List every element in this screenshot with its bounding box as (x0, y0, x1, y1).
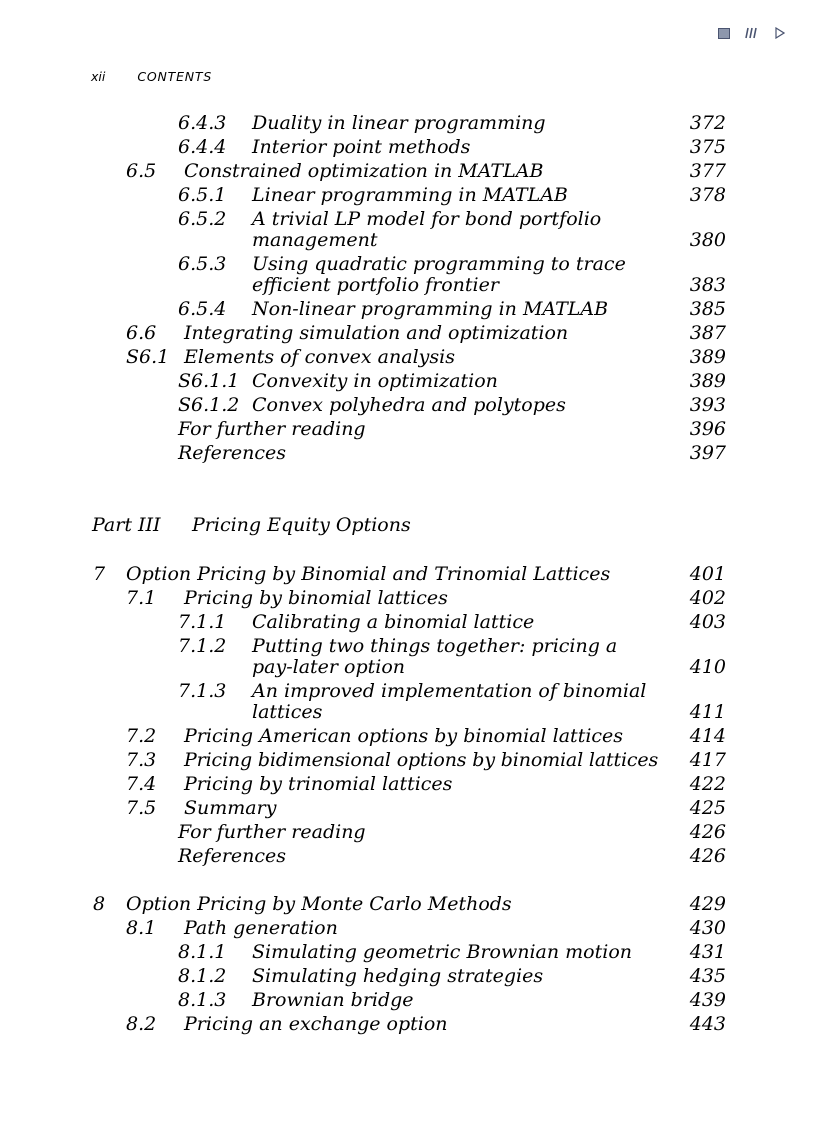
entry-title: Putting two things together: pricing a (252, 635, 618, 657)
header-page-number: xii (91, 69, 106, 84)
entry-title: For further reading (178, 418, 366, 440)
entry-page: 426 (689, 821, 726, 843)
entry-number: S6.1 (126, 346, 170, 368)
entry-number: 8.1 (126, 917, 157, 939)
entry-page: 417 (689, 749, 726, 771)
part-number: Part III (92, 514, 161, 536)
chapter-title: Option Pricing by Monte Carlo Methods (126, 893, 512, 915)
entry-title: Interior point methods (252, 136, 471, 158)
chapter-number: 8 (93, 893, 106, 915)
part-title: Pricing Equity Options (192, 514, 411, 536)
entry-title: Integrating simulation and optimization (184, 322, 569, 344)
entry-number: 7.1.3 (178, 680, 227, 702)
entry-title: An improved implementation of binomial (252, 680, 647, 702)
entry-title: Pricing bidimensional options by binomial lattices (184, 749, 659, 771)
entry-title: Path generation (184, 917, 338, 939)
entry-page: 389 (689, 346, 726, 368)
entry-page: 385 (689, 298, 726, 320)
entry-number: 7.2 (126, 725, 157, 747)
entry-title: Pricing by binomial lattices (184, 587, 448, 609)
entry-number: 6.4.4 (178, 136, 227, 158)
entry-page: 430 (689, 917, 726, 939)
entry-title: References (178, 845, 287, 867)
entry-title: Simulating geometric Brownian motion (252, 941, 632, 963)
header-title: CONTENTS (137, 69, 213, 84)
entry-title: Summary (184, 797, 277, 819)
entry-number: 8.1.1 (178, 941, 227, 963)
entry-number: S6.1.2 (178, 394, 240, 416)
entry-title: Simulating hedging strategies (252, 965, 544, 987)
chapter-title: Option Pricing by Binomial and Trinomial Lattices (126, 563, 611, 585)
entry-page: 402 (689, 587, 726, 609)
entry-number: 7.5 (126, 797, 157, 819)
entry-number: 7.1.2 (178, 635, 227, 657)
entry-title: Using quadratic programming to trace (252, 253, 626, 275)
entry-page: 439 (689, 989, 726, 1011)
entry-title: References (178, 442, 287, 464)
entry-title: Linear programming in MATLAB (252, 184, 568, 206)
entry-title: Convex polyhedra and polytopes (252, 394, 566, 416)
entry-number: 6.6 (126, 322, 157, 344)
entry-page: 389 (689, 370, 726, 392)
entry-page: 401 (689, 563, 726, 585)
entry-page: 435 (689, 965, 726, 987)
entry-page: 410 (689, 656, 726, 678)
entry-number: 6.5.2 (178, 208, 227, 230)
entry-title: A trivial LP model for bond portfolio (252, 208, 602, 230)
entry-number: 6.5.4 (178, 298, 227, 320)
entry-page: 425 (689, 797, 726, 819)
entry-number: 8.1.3 (178, 989, 227, 1011)
entry-number: 6.5.3 (178, 253, 227, 275)
entry-page: 414 (689, 725, 726, 747)
entry-title-continued: management (252, 229, 378, 251)
entry-number: 7.4 (126, 773, 157, 795)
entry-number: 8.1.2 (178, 965, 227, 987)
entry-page: 372 (689, 112, 726, 134)
entry-page: 397 (689, 442, 726, 464)
entry-page: 426 (689, 845, 726, 867)
entry-title-continued: lattices (252, 701, 323, 723)
entry-page: 431 (689, 941, 726, 963)
entry-title: Calibrating a binomial lattice (252, 611, 535, 633)
entry-title: Constrained optimization in MATLAB (184, 160, 544, 182)
entry-number: 8.2 (126, 1013, 157, 1035)
entry-number: 6.5.1 (178, 184, 227, 206)
entry-title: Pricing American options by binomial lattices (184, 725, 624, 747)
entry-page: 393 (689, 394, 726, 416)
entry-page: 380 (689, 229, 726, 251)
entry-page: 383 (689, 274, 726, 296)
entry-title: Pricing by trinomial lattices (184, 773, 453, 795)
entry-title: Pricing an exchange option (184, 1013, 448, 1035)
entry-title: Convexity in optimization (252, 370, 498, 392)
entry-page: 375 (689, 136, 726, 158)
entry-title-continued: pay-later option (252, 656, 406, 678)
entry-title: For further reading (178, 821, 366, 843)
entry-title: Duality in linear programming (252, 112, 546, 134)
entry-number: S6.1.1 (178, 370, 240, 392)
entry-title: Elements of convex analysis (184, 346, 455, 368)
entry-page: 387 (689, 322, 726, 344)
entry-number: 7.1 (126, 587, 157, 609)
entry-page: 396 (689, 418, 726, 440)
entry-page: 378 (689, 184, 726, 206)
entry-page: 429 (689, 893, 726, 915)
entry-title-continued: efficient portfolio frontier (252, 274, 499, 296)
entry-page: 411 (689, 701, 726, 723)
entry-number: 7.3 (126, 749, 157, 771)
entry-title: Non-linear programming in MATLAB (252, 298, 609, 320)
entry-title: Brownian bridge (252, 989, 414, 1011)
entry-page: 422 (689, 773, 726, 795)
entry-number: 6.4.3 (178, 112, 227, 134)
entry-page: 443 (689, 1013, 726, 1035)
entry-number: 6.5 (126, 160, 157, 182)
chapter-number: 7 (93, 563, 106, 585)
entry-page: 403 (689, 611, 726, 633)
entry-number: 7.1.1 (178, 611, 227, 633)
entry-page: 377 (689, 160, 726, 182)
